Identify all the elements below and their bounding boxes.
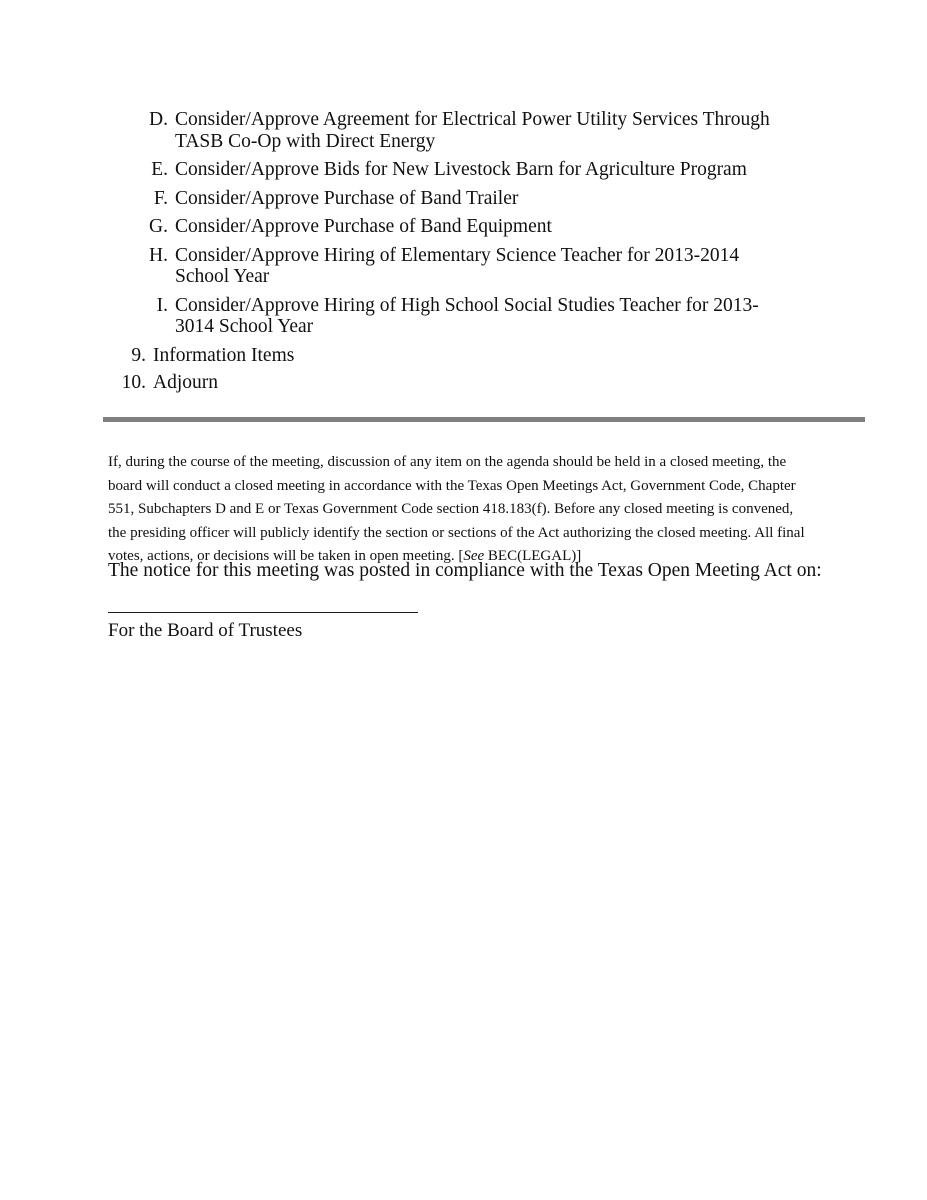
agenda-item-marker: 10. bbox=[121, 372, 146, 393]
agenda-item-i bbox=[0, 295, 927, 338]
agenda-item-g bbox=[0, 216, 927, 238]
section-divider bbox=[103, 417, 865, 422]
agenda-item-h bbox=[0, 245, 927, 288]
agenda-list bbox=[0, 109, 927, 400]
agenda-item-text: Consider/Approve Agreement for Electrical Power Utility Services Through TASB Co-Op with Direct Energy bbox=[175, 109, 770, 152]
agenda-item-9 bbox=[0, 345, 927, 367]
agenda-item-text: Adjourn bbox=[153, 372, 218, 393]
agenda-item-marker: 9. bbox=[131, 344, 146, 366]
posting-compliance-statement: The notice for this meeting was posted in compliance with the Texas Open Meeting Act on: bbox=[108, 559, 822, 581]
signature-block bbox=[108, 612, 508, 642]
signature-caption: For the Board of Trustees bbox=[108, 620, 303, 641]
agenda-item-marker: G. bbox=[149, 216, 168, 237]
agenda-item-text: Consider/Approve Bids for New Livestock Barn for Agriculture Program bbox=[175, 159, 747, 180]
legal-notice-part-one: If, during the course of the meeting, discussion of any item on the agenda should be held in a closed meeting, the board will conduct a closed meeting in accordance with the Texas Open Meetings Act, Government Code, Chapter 551, Subchapters D and E or Texas Government Code section 418.183(f). Before any closed meeting is convened, the presiding officer will publicly identify the section or sections of the Act authorizing the closed meeting. All final votes, actions, or decisions will be taken in open meeting. [ bbox=[108, 454, 805, 564]
closed-meeting-legal-notice bbox=[108, 451, 805, 569]
agenda-item-text: Consider/Approve Hiring of Elementary Science Teacher for 2013-2014 School Year bbox=[175, 244, 740, 287]
agenda-item-text: Consider/Approve Hiring of High School Social Studies Teacher for 2013-3014 School Year bbox=[175, 294, 759, 337]
agenda-item-text: Consider/Approve Purchase of Band Equipment bbox=[175, 216, 552, 237]
agenda-item-marker: H. bbox=[149, 244, 168, 266]
agenda-item-marker: E. bbox=[151, 159, 168, 180]
signature-line bbox=[108, 612, 418, 613]
agenda-item-text: Consider/Approve Purchase of Band Trailer bbox=[175, 187, 519, 209]
agenda-item-10 bbox=[0, 372, 927, 394]
agenda-item-marker: I. bbox=[156, 294, 168, 316]
legal-notice-see-reference: See bbox=[463, 548, 485, 564]
agenda-item-marker: D. bbox=[149, 109, 168, 130]
agenda-item-d bbox=[0, 109, 927, 152]
agenda-item-text: Information Items bbox=[153, 344, 295, 366]
agenda-item-marker: F. bbox=[153, 187, 168, 209]
agenda-item-e bbox=[0, 159, 927, 181]
legal-notice-part-two: BEC(LEGAL)] bbox=[484, 548, 582, 564]
agenda-item-f bbox=[0, 188, 927, 210]
